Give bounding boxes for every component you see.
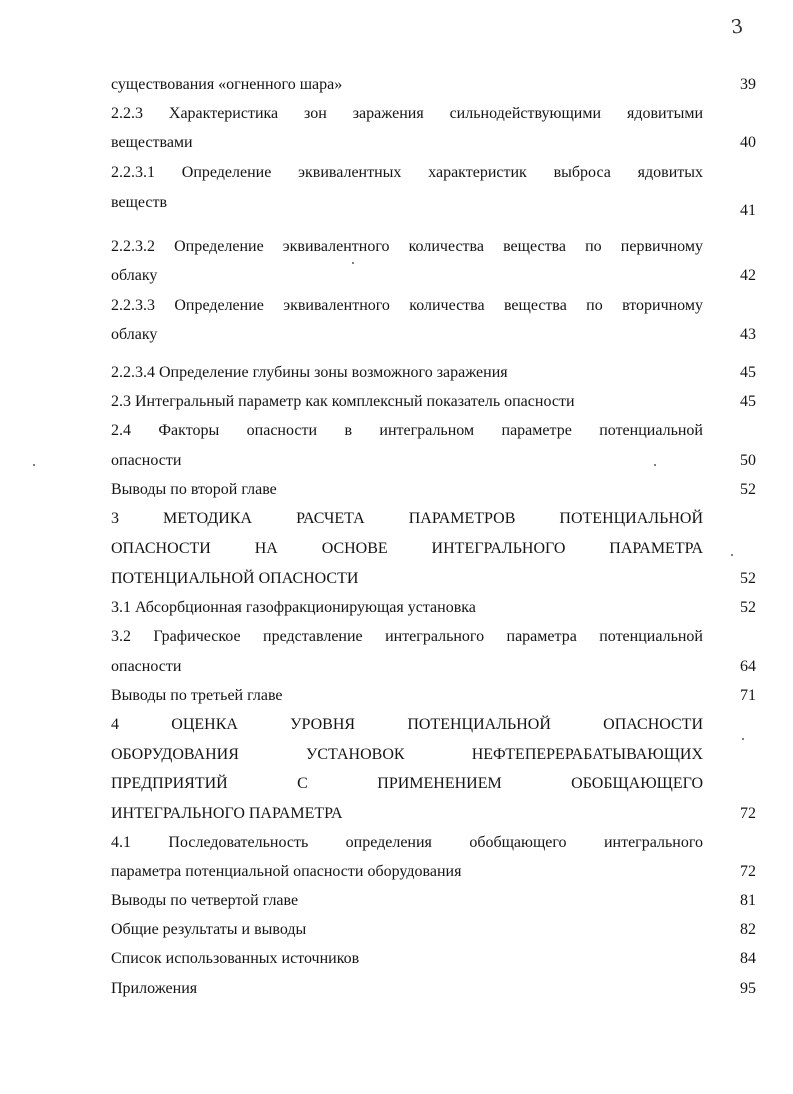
toc-entry-text: 4.1 Последовательность определения обобщающего интегрального [111,834,703,851]
toc-page-number: 81 [740,892,756,909]
toc-entry-text: веществ [111,194,168,211]
toc-entry-text: Приложения [111,980,198,997]
toc-entry-text: 3.2 Графическое представление интегрального параметра потенциальной [111,628,703,645]
toc-page-number: 43 [740,326,756,343]
toc-entry-text: Выводы по четвертой главе [111,892,299,909]
scan-speck [352,262,354,264]
toc-entry-text: опасности [111,658,182,675]
toc-entry-text: 2.4 Факторы опасности в интегральном параметре потенциальной [111,422,703,439]
toc-entry-text: 2.2.3.3 Определение эквивалентного количества вещества по вторичному [111,297,703,314]
toc-page-number: 82 [740,921,756,938]
toc-page-number: 41 [740,202,756,219]
scan-speck [654,464,656,466]
toc-entry-text: облаку [111,267,158,284]
toc-entry-text: 2.2.3 Характеристика зон заражения сильнодействующими ядовитыми [111,105,703,122]
toc-entry-text: Выводы по третьей главе [111,687,283,704]
toc-page-number: 52 [740,570,756,587]
toc-entry-text: опасности [111,452,182,469]
toc-entry-text: Выводы по второй главе [111,481,277,498]
toc-entry-text: 2.3 Интегральный параметр как комплексный показатель опасности [111,393,575,410]
toc-page-number: 45 [740,364,756,381]
toc-page-number: 84 [740,950,756,967]
toc-page-number: 64 [740,658,756,675]
toc-page-number: 95 [740,980,756,997]
toc-page-number: 71 [740,687,756,704]
toc-entry-text: 2.2.3.4 Определение глубины зоны возможного заражения [111,364,508,381]
toc-page-number: 72 [740,804,756,822]
toc-entry-text: существования «огненного шара» [111,76,343,93]
toc-entry-text: ПРЕДПРИЯТИЙ С ПРИМЕНЕНИЕМ ОБОБЩАЮЩЕГО [111,775,703,792]
toc-page-number: 45 [740,393,756,410]
toc-page-number: 42 [740,267,756,284]
scan-speck [731,554,733,556]
toc-entry-text: 2.2.3.1 Определение эквивалентных характеристик выброса ядовитых [111,164,703,181]
toc-entry-text: 3.1 Абсорбционная газофракционирующая установка [111,599,476,616]
scan-speck [742,738,744,740]
toc-entry-text: параметра потенциальной опасности оборудования [111,863,462,880]
toc-page-number: 40 [740,134,756,151]
toc-entry-text: Общие результаты и выводы [111,921,307,938]
toc-entry-text: 3 МЕТОДИКА РАСЧЕТА ПАРАМЕТРОВ ПОТЕНЦИАЛЬНОЙ [111,510,703,527]
toc-entry-text: ПОТЕНЦИАЛЬНОЙ ОПАСНОСТИ [111,570,359,587]
toc-entry-text: 4 ОЦЕНКА УРОВНЯ ПОТЕНЦИАЛЬНОЙ ОПАСНОСТИ [111,716,703,733]
toc-entry-text: 2.2.3.2 Определение эквивалентного количества вещества по первичному [111,238,703,255]
toc-entry-text: облаку [111,326,158,343]
toc-entry-text: веществами [111,134,193,151]
toc-entry-text: ОБОРУДОВАНИЯ УСТАНОВОК НЕФТЕПЕРЕРАБАТЫВАЮЩИХ [111,745,703,763]
scan-speck [33,464,35,466]
toc-page-number: 72 [740,863,756,880]
toc-page-number: 52 [740,481,756,498]
page-number: 3 [729,15,745,39]
toc-page-number: 50 [740,452,756,469]
toc-entry-text: ИНТЕГРАЛЬНОГО ПАРАМЕТРА [111,804,343,822]
toc-entry-text: Список использованных источников [111,950,360,967]
toc-page-number: 39 [740,76,756,93]
toc-page-number: 52 [740,599,756,616]
toc-entry-text: ОПАСНОСТИ НА ОСНОВЕ ИНТЕГРАЛЬНОГО ПАРАМЕТРА [111,540,703,557]
